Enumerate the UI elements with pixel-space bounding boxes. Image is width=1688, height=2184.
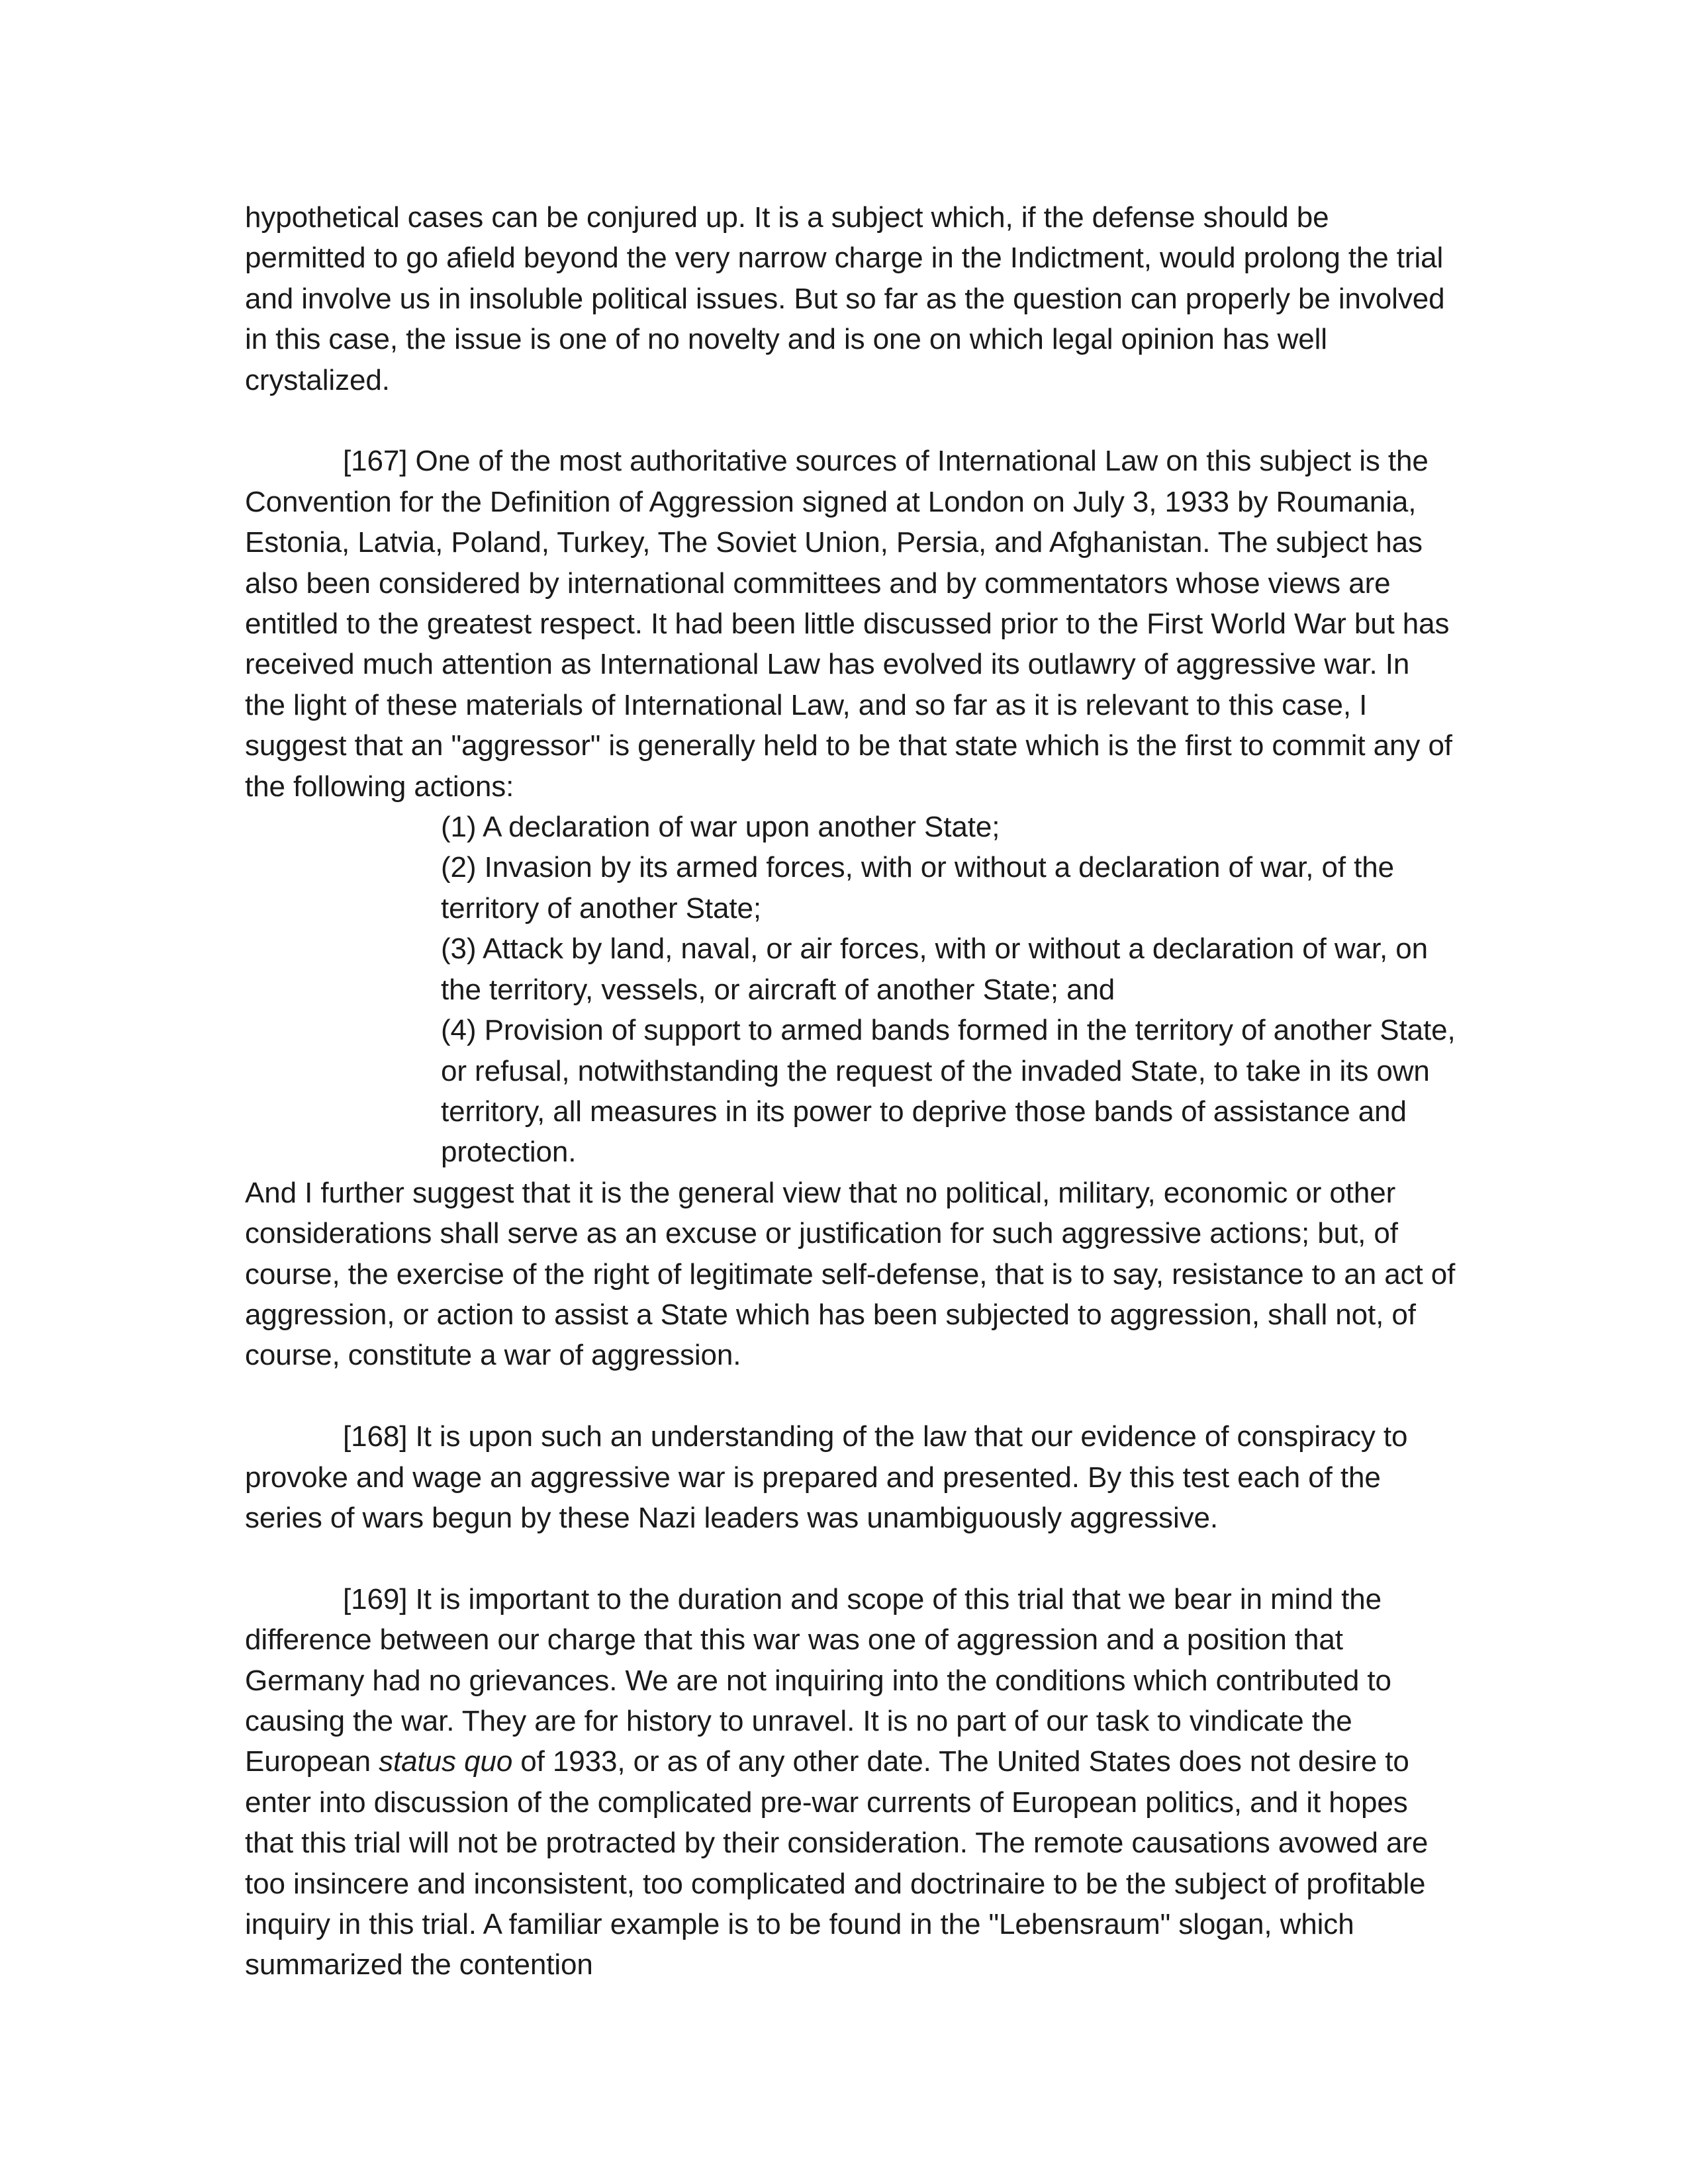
status-quo-emphasis: status quo [379,1745,513,1778]
paragraph-169-part-b: of 1933, or as of any other date. The United States does not desire to enter into discussion of the complicated pre-war currents of European politics, and it hopes that this trial will not be protracted by their consideration. The remote causations avowed are too insincere and inconsistent, too complicated and doctrinaire to be the subject of profitable inquiry in this trial. A familiar example is to be found in the "Lebensraum" slogan, which summarized the contention [245,1745,1429,1981]
paragraph-167-continued: And I further suggest that it is the general view that no political, military, economic or other considerations shall serve as an excuse or justification for such aggressive actions; but, of course, the exercise of the right of legitimate self-defense, that is to say, resistance to an act of aggression, or action to assist a State which has been subjected to aggression, shall not, of course, constitute a war of aggression. [245,1176,1456,1372]
paragraph-169 [245,1579,1456,1985]
list-item: (3) Attack by land, naval, or air forces, with or without a declaration of war, on the territory, vessels, or aircraft of another State; and [441,933,1428,1006]
aggression-actions-list [245,807,1456,1173]
list-item: (2) Invasion by its armed forces, with or without a declaration of war, of the territory of another State; [441,851,1394,925]
list-item: (4) Provision of support to armed bands formed in the territory of another State, or refusal, notwithstanding the request of the invaded State, to take in its own territory, all measures in its power to deprive those bands of assistance and protection. [441,1014,1456,1169]
paragraph-168: [168] It is upon such an understanding of the law that our evidence of conspiracy to provoke and wage an aggressive war is prepared and presented. By this test each of the series of wars begun by these Nazi leaders was unambiguously aggressive. [245,1420,1408,1534]
list-item: (1) A declaration of war upon another State; [441,811,1000,844]
paragraph-intro: hypothetical cases can be conjured up. It is a subject which, if the defense should be permitted to go afield beyond the very narrow charge in the Indictment, would prolong the trial and involve us in insoluble political issues. But so far as the question can properly be involved in this case, the issue is one of no novelty and is one on which legal opinion has well crystalized. [245,201,1445,396]
paragraph-169-part-a: [169] It is important to the duration and scope of this trial that we bear in mind the difference between our charge that this war was one of aggression and a position that Germany had no grievances. We are not inquiring into the conditions which contributed to causing the war. They are for history to unravel. It is no part of our task to vindicate the European [245,1582,1391,1778]
body-text [245,197,1456,1985]
paragraph-167: [167] One of the most authoritative sources of International Law on this subject is the Convention for the Definition of Aggression signed at London on July 3, 1933 by Roumania, Estonia, Latvia, Poland, Turkey, The Soviet Union, Persia, and Afghanistan. The subject has also been considered by international committees and by commentators whose views are entitled to the greatest respect. It had been little discussed prior to the First World War but has received much attention as International Law has evolved its outlawry of aggressive war. In the light of these materials of International Law, and so far as it is relevant to this case, I suggest that an "aggressor" is generally held to be that state which is the first to commit any of the following actions: [245,445,1452,803]
